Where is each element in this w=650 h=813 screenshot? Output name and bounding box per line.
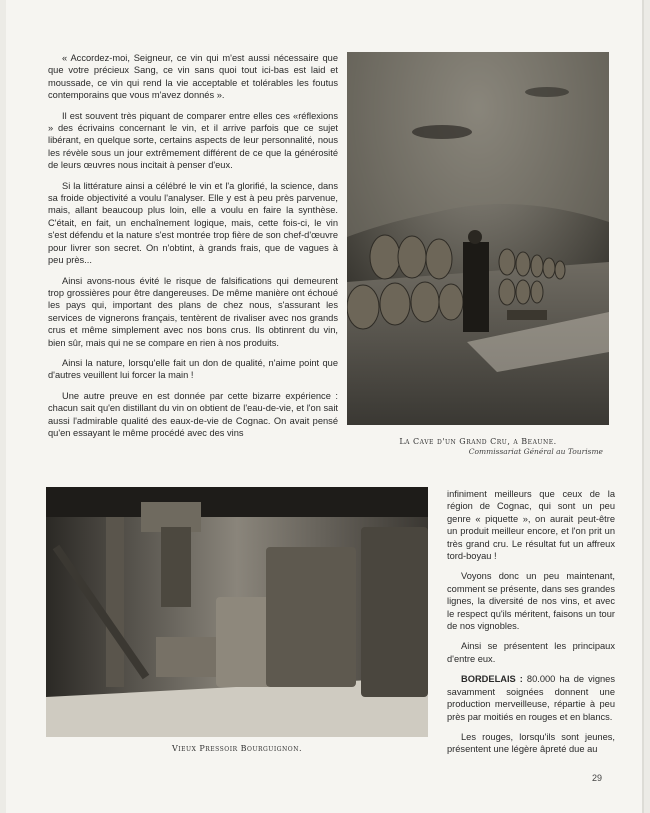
region-heading: BORDELAIS : <box>461 674 523 685</box>
paragraph: Ainsi la nature, lorsqu'elle fait un don de qualité, n'aime point que d'autres veuillent lui forcer la main ! <box>48 357 338 381</box>
photo-credit: Commissariat Général au Tourisme <box>468 447 603 456</box>
wine-cellar-photo <box>347 52 609 425</box>
paragraph: Une autre preuve en est donnée par cette bizarre expérience : chacun sait qu'en distillant du vin on obtient de l'eau-de-vie, et l'on sait aussi l'admirable qualité des eaux-de-vie de Cognac. On avait pensé qu'en essayant le même procédé avec des vins <box>48 390 338 438</box>
paragraph: Si la littérature ainsi a célébré le vin et l'a glorifié, la science, dans sa froide objectivité a voulu l'analyser. Elle y est à peu près parvenue, mais, allant beaucoup plus loin, elle a voulu en faire la synthèse. C'était, en fait, un enchaînement logique, mais, cette fois-ci, le vin s'est défendu et la nature s'est montrée trop fière de son chef-d'œuvre pour livrer son secret. On n'obtint, à grands frais, que de vagues à peu près... <box>48 180 338 266</box>
page-number: 29 <box>592 773 603 783</box>
paragraph: Voyons donc un peu maintenant, comment se présente, dans ses grandes lignes, la diversité de nos vins, et avec le respect qu'ils méritent, faisons un tour de nos vignobles. <box>447 571 615 632</box>
paragraph: « Accordez-moi, Seigneur, ce vin qui m'est aussi nécessaire que que votre précieux Sang, ce vin sans quoi tout ici-bas est laid et moussade, ce vin qui rend la vie acceptable et tolérables les foutus contemporains que vous m'avez donnés ». <box>48 53 338 101</box>
photo-caption: La Cave d'un Grand Cru, a Beaune. <box>399 437 557 446</box>
paragraph: infiniment meilleurs que ceux de la région de Cognac, qui sont un peu genre « piquette », on aurait peut-être un produit meilleur encore, et l'on prit un très grand cru. Le résultat fut un affreux tord-boyau ! <box>447 489 615 562</box>
wine-press-photo <box>46 487 428 737</box>
right-text-column <box>447 488 615 764</box>
paragraph: Ainsi avons-nous évité le risque de falsifications qui demeurent trop grossières pour être dangereuses. De même manière ont échoué les pays qui, important des plans de chez nous, s'assurant les services de vignerons français, tentèrent de rivaliser avec nos grands crus et même simplement avec nos bons crus. Ils obtinrent du vin, bien sûr, mais qui ne se compare en rien à nos produits. <box>48 275 338 348</box>
paragraph-text: 80.000 ha de vignes savamment soignées donnent une production merveilleuse, répartie à peu près par moitiés en rouges et en blancs. <box>447 674 616 722</box>
paragraph: Les rouges, lorsqu'ils sont jeunes, présentent une légère âpreté due au <box>447 731 615 755</box>
magazine-page <box>6 0 644 813</box>
left-text-column <box>48 52 338 447</box>
photo-caption: Vieux Pressoir Bourguignon. <box>172 744 302 753</box>
paragraph: Il est souvent très piquant de comparer entre elles ces «réflexions » des écrivains concernant le vin, et il arrive parfois que ce sujet libérant, en quelque sorte, certains aspects de leur personnalité, nous les révèle sous un jour extrêmement différent de ce que la générosité de leurs œuvres nous incitait à penser d'eux. <box>48 110 338 171</box>
paragraph: Ainsi se présentent les principaux d'entre eux. <box>447 641 615 664</box>
paragraph <box>447 673 615 723</box>
